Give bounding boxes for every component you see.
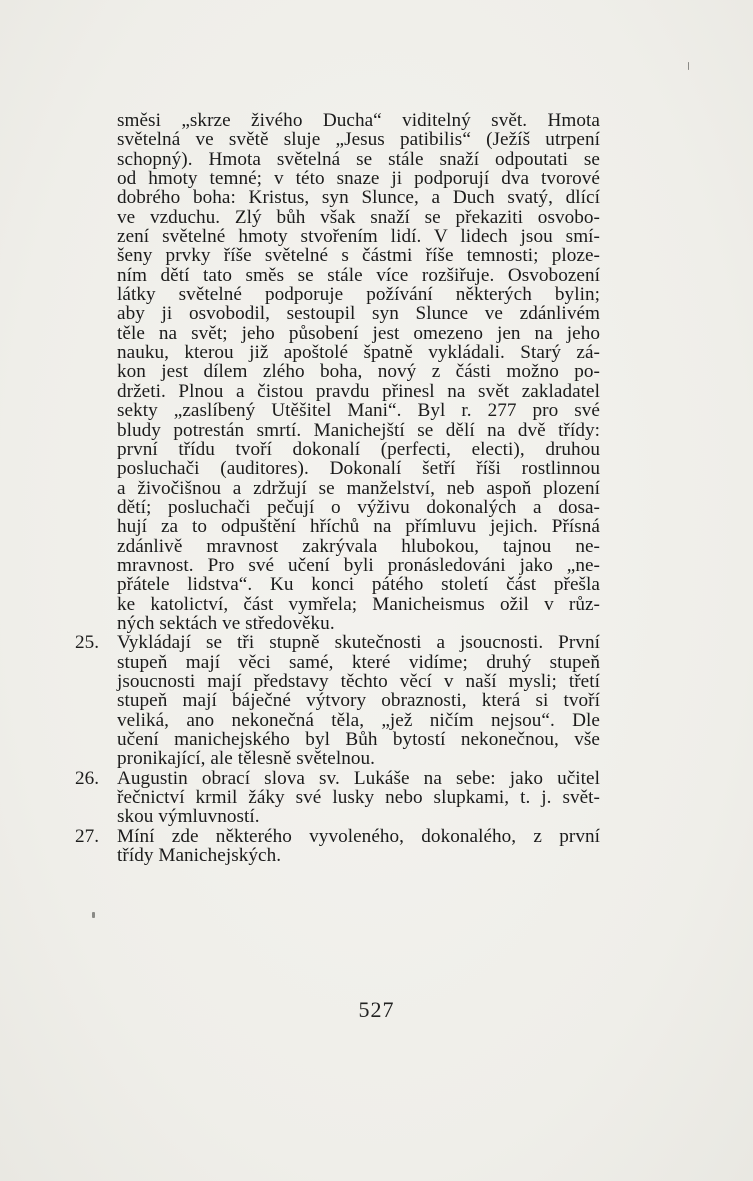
text-line: směsi „skrze živého Ducha“ viditelný svět. Hmota: [117, 110, 600, 131]
text-line: posluchači (auditores). Dokonalí šetří říši rostlinnou: [117, 458, 600, 480]
text-line: stupeň mají věci samé, které vidíme; druhý stupeň: [117, 651, 600, 673]
text-line: bludy potrestán smrtí. Manichejští se dělí na dvě třídy:: [117, 419, 600, 441]
text-line: zení světelné hmoty stvořením lidí. V lidech jsou smí-: [117, 226, 600, 248]
text-line: Míní zde některého vyvoleného, dokonalého, z první: [117, 825, 600, 847]
page-number: 527: [358, 997, 395, 1022]
text-line: kon jest dílem zlého boha, nový z části možno po-: [117, 361, 600, 383]
text-line: veliká, ano nekonečná těla, „jež ničím nejsou“. Dle: [117, 709, 600, 731]
note-number: 27.: [75, 825, 99, 847]
text-line: schopný). Hmota světelná se stále snaží odpoutati se: [117, 148, 600, 170]
print-speck: [688, 62, 689, 70]
note-number: 26.: [75, 767, 99, 789]
text-line: těle na svět; jeho působení jest omezeno jen na jeho: [117, 322, 600, 344]
text-line: světelná ve světě sluje „Jesus patibilis“ (Ježíš utrpení: [117, 129, 600, 151]
text-line: řečnictví krmil žáky své lusky nebo slupkami, t. j. svět-: [117, 787, 600, 809]
text-line: pronikající, ale tělesně světelnou.: [117, 748, 376, 770]
text-line: přátele lidstva“. Ku konci pátého století část přešla: [117, 574, 600, 596]
text-line: dětí; posluchači pečují o výživu dokonalých a dosa-: [117, 496, 600, 518]
text-line: třídy Manichejských.: [117, 845, 282, 867]
text-line: učení manichejského byl Bůh bytostí nekonečnou, vše: [117, 729, 600, 750]
text-line: ve vzduchu. Zlý bůh však snaží se překaziti osvobo-: [117, 206, 600, 228]
note-24-continuation: [117, 111, 600, 633]
note-number: 25.: [75, 632, 99, 654]
text-line: jsoucnosti mají představy těchto věcí v naší mysli; třetí: [117, 670, 600, 692]
note-25: [75, 632, 600, 770]
text-line: a živočišnou a zdržují se manželství, neb aspoň plození: [117, 477, 600, 499]
text-line: stupeň mají báječné výtvory obraznosti, která si tvoří: [117, 690, 600, 712]
print-speck: [92, 912, 95, 918]
text-line: mravnost. Pro své učení byli pronásledováni jako „ne-: [117, 554, 600, 576]
text-line: šeny prvky říše světelné s částmi říše temnosti; ploze-: [117, 245, 600, 267]
text-line: první třídu tvoří dokonalí (perfecti, electi), druhou: [117, 438, 600, 460]
text-line: skou výmluvností.: [117, 806, 260, 828]
text-line: ke katolictví, část vymřela; Manicheismus ožil v růz-: [117, 593, 600, 615]
text-line: od hmoty temné; v této snaze ji podporují dva tvorové: [117, 168, 600, 190]
text-line: hují za to odpuštění hříchů na přímluvu jejich. Přísná: [117, 516, 600, 538]
text-line: dobrého boha: Kristus, syn Slunce, a Duch svatý, dlící: [117, 187, 600, 209]
text-block: [75, 110, 600, 867]
text-line: sekty „zaslíbený Utěšitel Mani“. Byl r. 277 pro své: [117, 400, 600, 422]
text-line: aby ji osvobodil, sestoupil syn Slunce ve zdánlivém: [117, 303, 600, 325]
text-line: ním dětí tato směs se stále více rozšiřuje. Osvobození: [117, 264, 600, 286]
text-line: nauku, kterou již apoštolé špatně vykládali. Starý zá-: [117, 342, 600, 364]
text-line: Augustin obrací slova sv. Lukáše na sebe: jako učitel: [117, 767, 600, 789]
note-27: [75, 825, 600, 867]
text-line: ných sektách ve středověku.: [117, 612, 335, 634]
text-line: Vykládají se tři stupně skutečnosti a jsoucnosti. První: [117, 632, 600, 654]
text-line: zdánlivě mravnost zakrývala hlubokou, tajnou ne-: [117, 535, 600, 557]
text-line: látky světelné podporuje požívání některých bylin;: [117, 284, 600, 306]
note-26: [75, 767, 600, 828]
text-line: držeti. Plnou a čistou pravdu přinesl na svět zakladatel: [117, 380, 600, 402]
